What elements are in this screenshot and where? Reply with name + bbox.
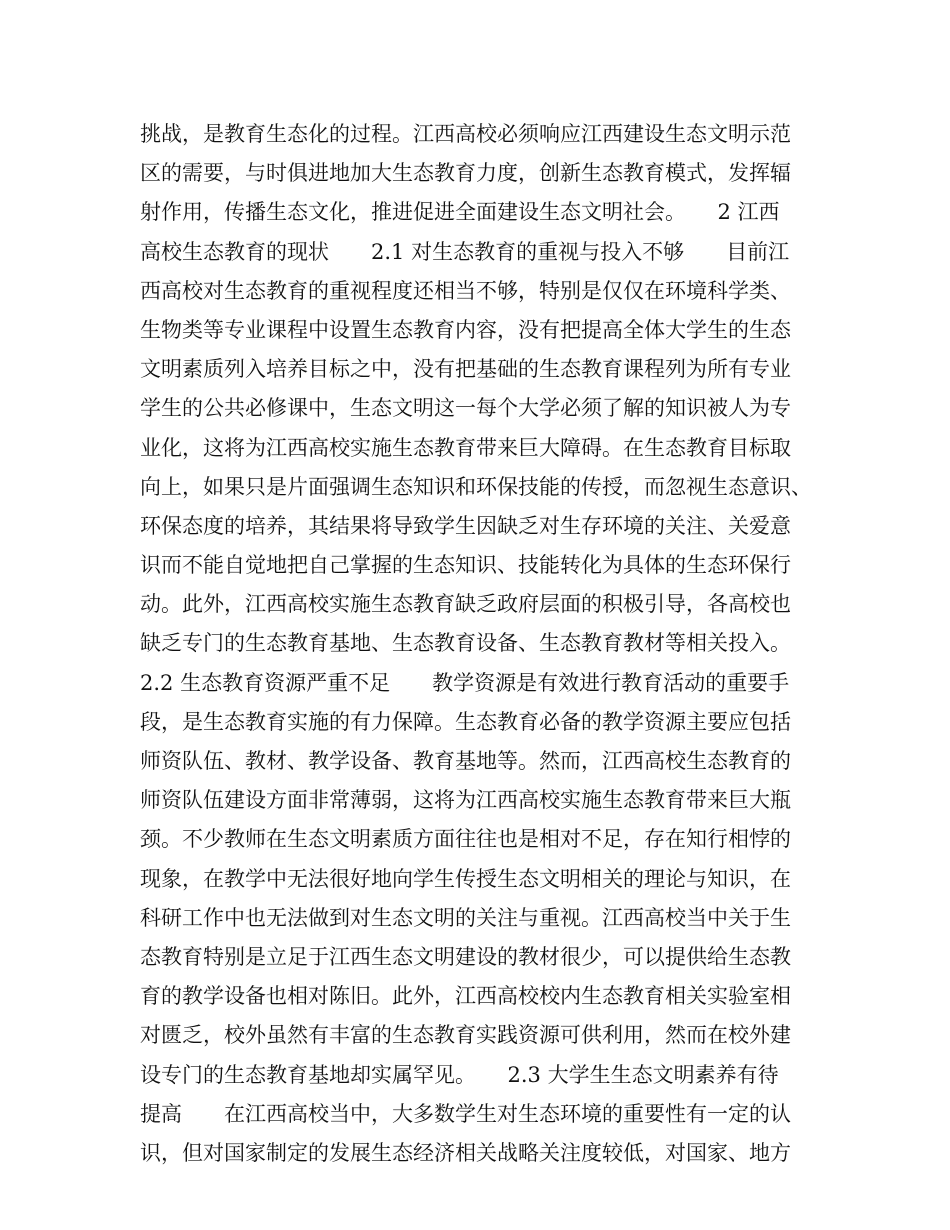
text-line: 西高校对生态教育的重视程度还相当不够，特别是仅仅在环境科学类、 [140,278,791,303]
body-text [140,115,840,1173]
text-line: 学生的公共必修课中，生态文明这一每个大学必须了解的知识被人为专 [140,396,791,421]
text-line: 2.2 生态教育资源严重不足 教学资源是有效进行教育活动的重要手 [140,670,790,695]
text-line: 区的需要，与时俱进地加大生态教育力度，创新生态教育模式，发挥辐 [140,161,791,186]
text-line: 识，但对国家制定的发展生态经济相关战略关注度较低，对国家、地方 [140,1140,791,1165]
text-line: 颈。不少教师在生态文明素质方面往往也是相对不足，存在知行相悖的 [140,827,791,852]
text-line: 射作用，传播生态文化，推进促进全面建设生态文明社会。 2 江西 [140,200,780,225]
text-line: 态教育特别是立足于江西生态文明建设的教材很少，可以提供给生态教 [140,944,791,969]
text-line: 缺乏专门的生态教育基地、生态教育设备、生态教育教材等相关投入。 [140,631,791,656]
text-line: 动。此外，江西高校实施生态教育缺乏政府层面的积极引导，各高校也 [140,592,791,617]
text-line: 识而不能自觉地把自己掌握的生态知识、技能转化为具体的生态环保行 [140,553,791,578]
text-line: 环保态度的培养，其结果将导致学生因缺乏对生存环境的关注、关爱意 [140,513,791,538]
text-line: 育的教学设备也相对陈旧。此外，江西高校校内生态教育相关实验室相 [140,984,791,1009]
text-line: 科研工作中也无法做到对生态文明的关注与重视。江西高校当中关于生 [140,905,791,930]
text-line: 对匮乏，校外虽然有丰富的生态教育实践资源可供利用，然而在校外建 [140,1023,791,1048]
text-line: 现象，在教学中无法很好地向学生传授生态文明相关的理论与知识，在 [140,866,791,891]
text-line: 高校生态教育的现状 2.1 对生态教育的重视与投入不够 目前江 [140,239,790,264]
text-line: 向上，如果只是片面强调生态知识和环保技能的传授，而忽视生态意识、 [140,474,812,499]
text-line: 挑战，是教育生态化的过程。江西高校必须响应江西建设生态文明示范 [140,122,791,146]
text-line: 文明素质列入培养目标之中，没有把基础的生态教育课程列为所有专业 [140,357,791,382]
text-line: 师资队伍、教材、教学设备、教育基地等。然而，江西高校生态教育的 [140,749,791,773]
text-line: 提高 在江西高校当中，大多数学生对生态环境的重要性有一定的认 [140,1101,791,1126]
text-line: 设专门的生态教育基地却实属罕见。 2.3 大学生生态文明素养有待 [140,1062,779,1087]
text-line: 生物类等专业课程中设置生态教育内容，没有把提高全体大学生的生态 [140,317,791,342]
text-line: 段，是生态教育实施的有力保障。生态教育必备的教学资源主要应包括 [140,709,791,734]
text-line: 业化，这将为江西高校实施生态教育带来巨大障碍。在生态教育目标取 [140,435,791,460]
text-line: 师资队伍建设方面非常薄弱，这将为江西高校实施生态教育带来巨大瓶 [140,788,791,813]
